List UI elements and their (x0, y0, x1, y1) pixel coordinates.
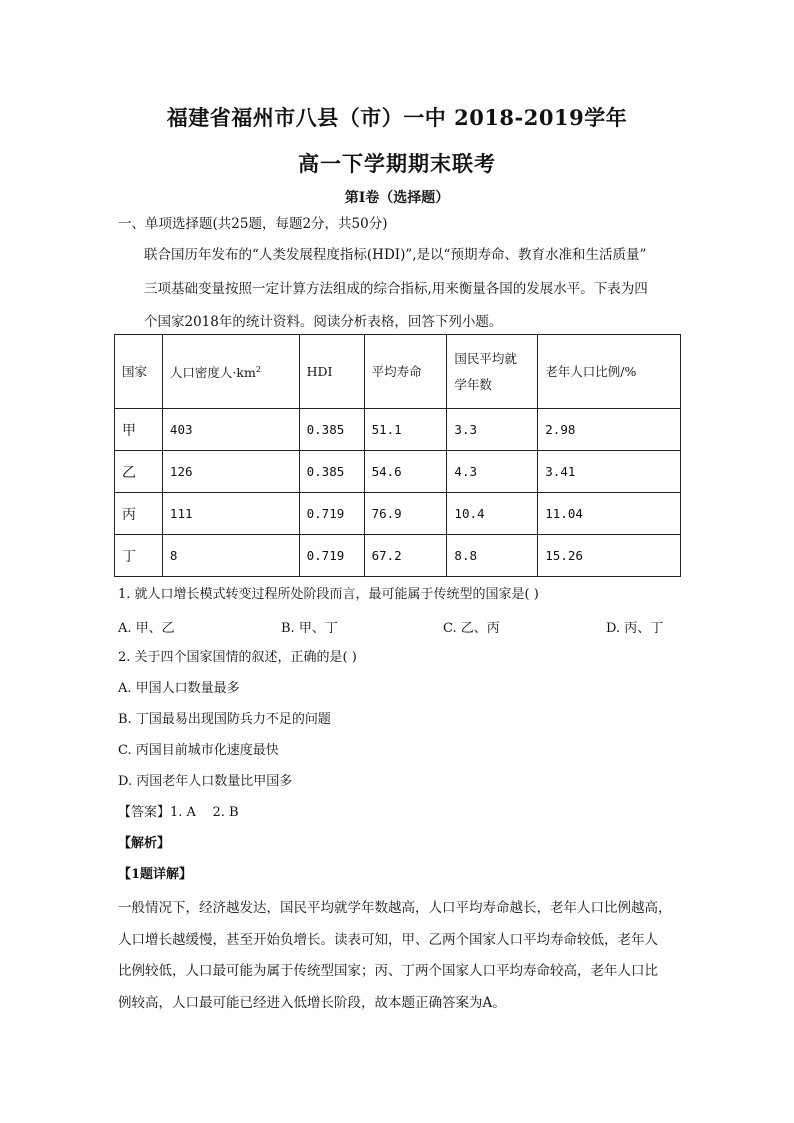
statistics-table (114, 334, 681, 577)
explanation-line: 比例较低，人口最可能为属于传统型国家；丙、丁两个国家人口平均寿命较高，老年人口比 (118, 963, 658, 979)
cell-hdi: 0.719 (299, 535, 364, 577)
question-2-option-b: B. 丁国最易出现国防兵力不足的问题 (118, 712, 331, 727)
analysis-label: 【解析】 (118, 836, 171, 851)
table-row (115, 409, 681, 451)
question-1-stem: 1. 就人口增长模式转变过程所处阶段而言，最可能属于传统型的国家是( ) (118, 587, 539, 602)
question-2-option-c: C. 丙国目前城市化速度最快 (118, 743, 279, 758)
part-heading: 一、单项选择题(共25题，每题2分，共50分) (118, 216, 388, 232)
table-row (115, 535, 681, 577)
intro-line: 个国家2018年的统计资料。阅读分析表格，回答下列小题。 (144, 314, 503, 330)
cell-density: 111 (162, 493, 299, 535)
intro-line: 联合国历年发布的“人类发展程度指标(HDI)”,是以“预期寿命、教育水准和生活质量” (144, 247, 647, 263)
question-1-option-d: D. 丙、丁 (606, 621, 664, 636)
header-elderly-ratio: 老年人口比例/% (538, 335, 681, 409)
cell-school: 4.3 (447, 451, 538, 493)
answer-line: 【答案】1. A 2. B (118, 805, 239, 820)
question-1-option-b: B. 甲、丁 (281, 621, 338, 636)
table-header-row (115, 335, 681, 409)
question-1-option-a: A. 甲、乙 (118, 621, 175, 636)
cell-life: 54.6 (364, 451, 447, 493)
cell-density: 8 (162, 535, 299, 577)
document-subtitle: 高一下学期期末联考 (298, 151, 496, 176)
header-density-label: 人口密度人·km (169, 365, 256, 381)
header-country: 国家 (115, 335, 163, 409)
cell-school: 3.3 (447, 409, 538, 451)
section-title: 第Ⅰ卷（选择题） (344, 190, 450, 206)
question-1-option-c: C. 乙、丙 (443, 621, 500, 636)
cell-hdi: 0.719 (299, 493, 364, 535)
intro-line: 三项基础变量按照一定计算方法组成的综合指标,用来衡量各国的发展水平。下表为四 (144, 281, 648, 297)
cell-hdi: 0.385 (299, 409, 364, 451)
question-2-stem: 2. 关于四个国家国情的叙述，正确的是( ) (118, 650, 357, 665)
header-schooling-line2: 学年数 (454, 376, 492, 392)
cell-density: 126 (162, 451, 299, 493)
cell-elderly: 3.41 (538, 451, 681, 493)
header-hdi: HDI (299, 335, 364, 409)
cell-school: 8.8 (447, 535, 538, 577)
header-life-expectancy: 平均寿命 (364, 335, 447, 409)
cell-school: 10.4 (447, 493, 538, 535)
cell-life: 67.2 (364, 535, 447, 577)
header-density-unit-sup: 2 (255, 364, 261, 374)
header-schooling-line1: 国民平均就 (454, 350, 517, 366)
header-density (162, 335, 299, 409)
explanation-line: 例较高，人口最可能已经进入低增长阶段，故本题正确答案为A。 (118, 995, 506, 1011)
cell-country: 丁 (115, 535, 163, 577)
cell-life: 51.1 (364, 409, 447, 451)
cell-country: 甲 (115, 409, 163, 451)
table-row (115, 493, 681, 535)
document-title: 福建省福州市八县（市）一中 2018-2019学年 (166, 105, 628, 130)
cell-density: 403 (162, 409, 299, 451)
cell-hdi: 0.385 (299, 451, 364, 493)
cell-elderly: 11.04 (538, 493, 681, 535)
explanation-line: 一般情况下，经济越发达，国民平均就学年数越高，人口平均寿命越长，老年人口比例越高， (118, 900, 672, 916)
cell-elderly: 15.26 (538, 535, 681, 577)
cell-elderly: 2.98 (538, 409, 681, 451)
question-2-option-a: A. 甲国人口数量最多 (118, 681, 240, 696)
header-schooling (447, 335, 538, 409)
cell-country: 丙 (115, 493, 163, 535)
question-2-option-d: D. 丙国老年人口数量比甲国多 (118, 774, 293, 789)
cell-country: 乙 (115, 451, 163, 493)
table-row (115, 451, 681, 493)
cell-life: 76.9 (364, 493, 447, 535)
detail-label: 【1题详解】 (118, 867, 193, 882)
explanation-line: 人口增长越缓慢，甚至开始负增长。读表可知，甲、乙两个国家人口平均寿命较低，老年人 (118, 932, 658, 948)
